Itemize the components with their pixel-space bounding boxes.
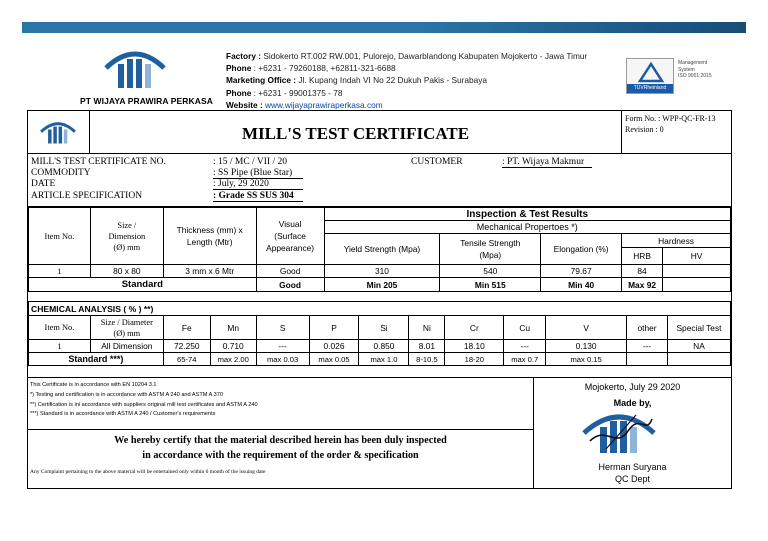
date-label: DATE <box>31 179 56 189</box>
header-logo <box>28 111 90 154</box>
chem-header-other: other <box>627 316 668 340</box>
signature-stamp-icon <box>576 405 662 457</box>
cert-no-value: : 15 / MC / VII / 20 <box>213 157 287 167</box>
header-tensile: Tensile Strength (Mpa) <box>440 234 541 265</box>
chem-header-cr: Cr <box>445 316 504 340</box>
signer-block <box>534 461 731 485</box>
place-date: Mojokerto, July 29 2020 <box>584 382 681 392</box>
date-value: : July, 29 2020 <box>213 179 303 190</box>
certificate-frame <box>27 110 732 489</box>
chem-header-p: P <box>309 316 359 340</box>
header-size: Size / Dimension (Ø) mm <box>90 208 163 265</box>
table-row: 1 80 x 80 3 mm x 6 Mtr Good 310 540 79.67 84 <box>29 265 731 278</box>
chem-header-s: S <box>256 316 309 340</box>
website-link[interactable]: www.wijayaprawiraperkasa.com <box>265 99 383 110</box>
chem-header-si: Si <box>359 316 409 340</box>
header-visual: Visual (Surface Appearance) <box>256 208 324 265</box>
header-yield: Yield Strength (Mpa) <box>324 234 440 265</box>
certificate-footer <box>28 377 731 488</box>
header-band <box>22 22 746 33</box>
customer-label: CUSTOMER <box>411 157 463 167</box>
commodity-value: : SS Pipe (Blue Star) <box>213 168 303 179</box>
spec-value: : Grade SS SUS 304 <box>213 191 303 202</box>
customer-value: : PT. Wijaya Makmur <box>502 157 592 168</box>
company-name: PT WIJAYA PRAWIRA PERKASA <box>80 96 214 106</box>
certificate-info <box>28 155 731 207</box>
chem-header-size: Size / Diameter (Ø) mm <box>90 316 163 340</box>
chemical-table <box>28 301 731 366</box>
chem-header-cu: Cu <box>504 316 546 340</box>
signer-title: QC Dept <box>614 474 650 484</box>
header-hardness: Hardness <box>622 234 730 248</box>
header-elongation: Elongation (%) <box>541 234 622 265</box>
chemical-title: CHEMICAL ANALYSIS ( % ) **) <box>29 302 731 316</box>
chem-header-fe: Fe <box>163 316 210 340</box>
chem-header-v: V <box>546 316 627 340</box>
chem-header-mn: Mn <box>210 316 256 340</box>
header-hrb: HRB <box>622 248 663 264</box>
cert-no-label: MILL'S TEST CERTIFICATE NO. <box>31 157 166 167</box>
header-mech-props: Mechanical Propertoes *) <box>324 221 730 234</box>
made-by-label: Made by, <box>613 398 652 408</box>
header-item-no: Item No. <box>29 208 91 265</box>
table-row: 1 All Dimension 72.250 0.710 --- 0.026 0.850 8.01 18.10 --- 0.130 --- NA <box>29 340 731 353</box>
chem-header-item-no: Item No. <box>29 316 91 340</box>
signer-name: Herman Suryana <box>598 462 667 472</box>
standard-row: Standard Good Min 205 Min 515 Min 40 Max 92 <box>29 278 731 292</box>
standard-row: Standard ***) 65-74 max 2.00 max 0.03 max 0.05 max 1.0 8-10.5 18-20 max 0.7 max 0.15 <box>29 353 731 366</box>
form-info: Form No. : WPP-QC-FR-13 Revision : 0 <box>621 111 731 154</box>
iso-text: Management System ISO 9001:2015 <box>678 60 712 79</box>
header-hv: HV <box>690 251 703 261</box>
certification-statement: We hereby certify that the material described herein has been duly inspected in accordance with the requirement of the order & specification <box>28 429 533 463</box>
mechanical-table <box>28 207 731 292</box>
company-logo-icon <box>36 119 80 147</box>
header-inspection: Inspection & Test Results <box>324 208 730 221</box>
notes-block: This Certificate is in accordance with EN 10204 3.1 *) Testing and certification is in accordance with ASTM A 240 and ASTM A 370 **) Certification is ini accordance with suppliers original mill test certificates and ASTM A 240 ***) Standard is in accordance with ASTM A 240 / Customer's requirements <box>30 382 258 418</box>
complaint-note: Any Complaint pertaining to the above material will be entertained only within 6 month of the issuing date <box>30 469 266 475</box>
contact-block: Factory : Sidokerto RT.002 RW.001, Pulorejo, Dawarblandong Kabupaten Mojokerto - Jawa Timur Phone : +6231 - 79260188, +62811-321-6688 Marketing Office : Jl. Kupang Indah VI No 22 Dukuh Pakis - Surabaya Phone : +6231 - 99001375 - 78 Website : www.wijayaprawiraperkasa.com <box>226 51 588 110</box>
spec-label: ARTICLE SPECIFICATION <box>31 191 143 201</box>
commodity-label: COMMODITY <box>31 168 91 178</box>
company-logo-icon <box>100 46 170 94</box>
certificate-header <box>28 111 731 154</box>
chem-header-ni: Ni <box>409 316 445 340</box>
certification-badge-icon: TÜVRheinland CERTIFIED <box>626 58 674 94</box>
chem-header-special: Special Test <box>667 316 730 340</box>
page-title: MILL'S TEST CERTIFICATE <box>241 124 470 143</box>
header-thickness: Thickness (mm) x Length (Mtr) <box>163 208 256 265</box>
